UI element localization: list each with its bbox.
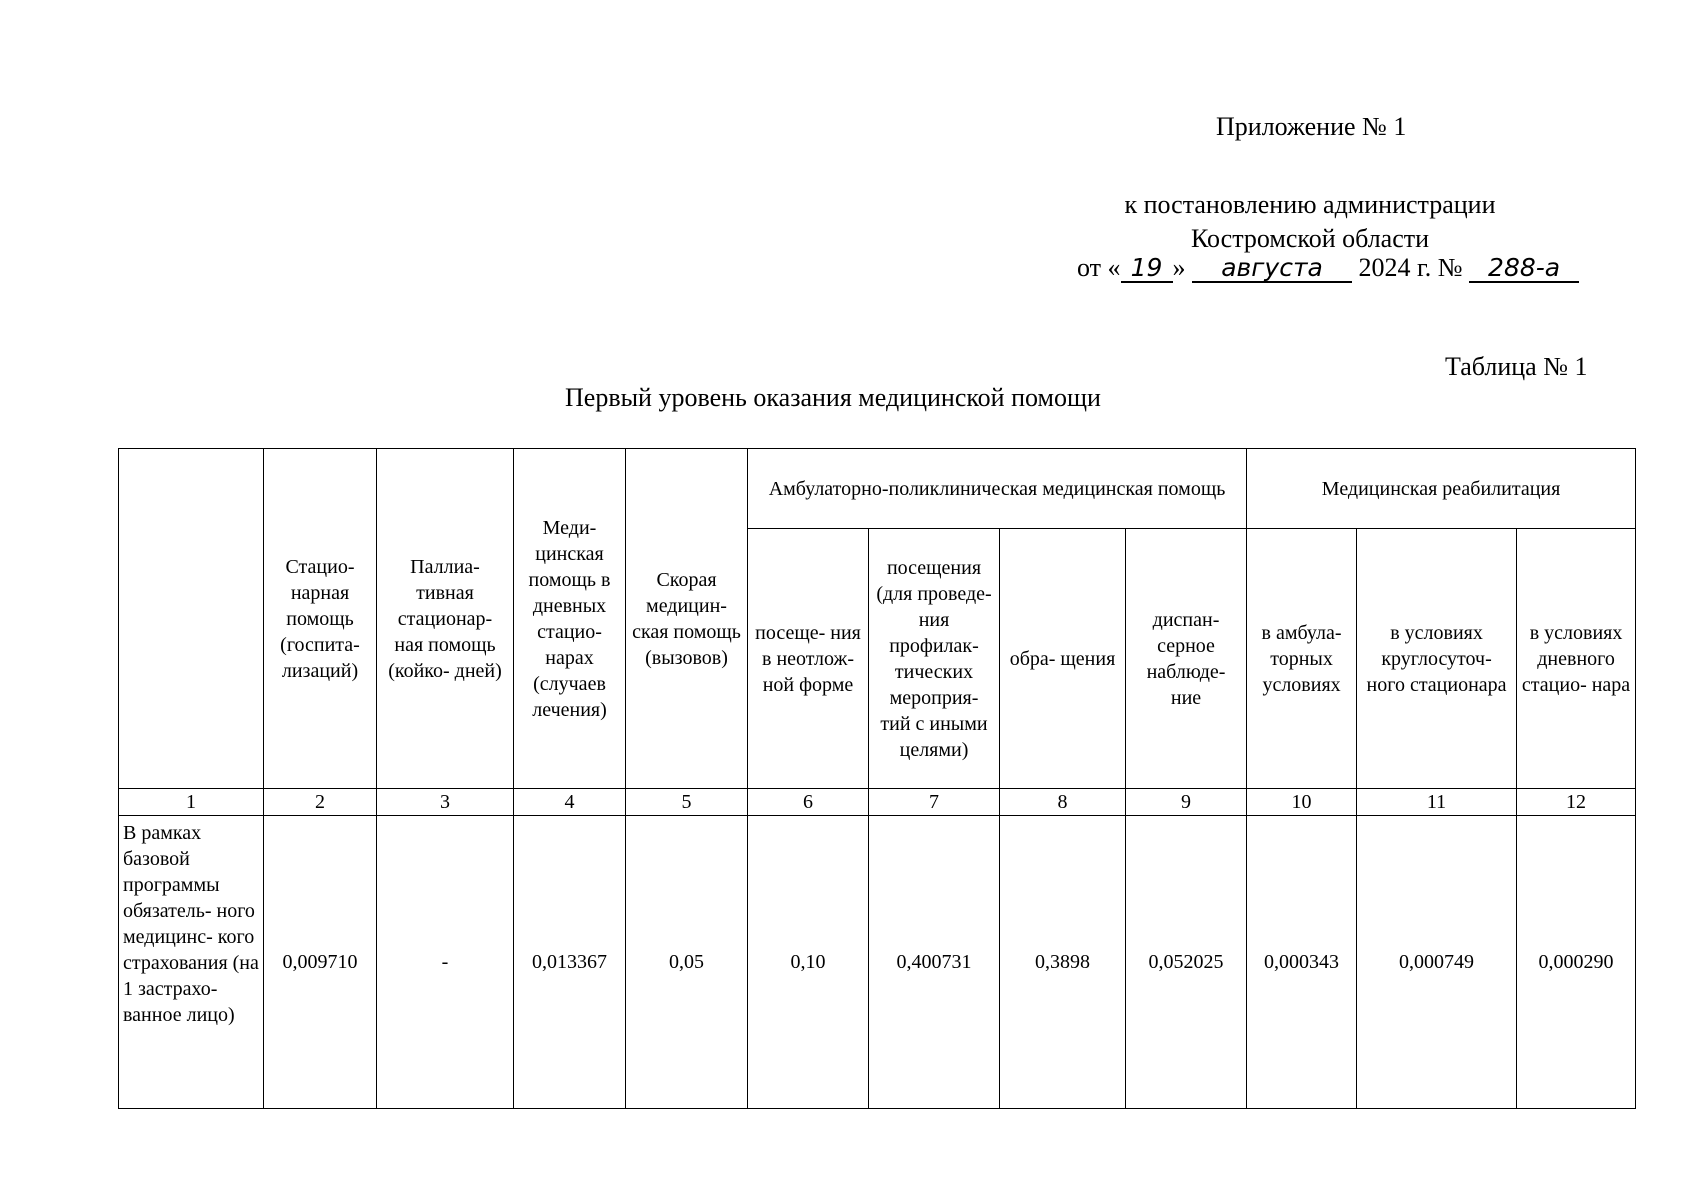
header-palliative: Паллиа- тивная стационар- ная помощь (койко- дней): [377, 449, 514, 789]
column-number: 3: [377, 789, 514, 816]
header-row-groups: [119, 449, 1636, 529]
cell-rehab-24h: 0,000749: [1357, 816, 1517, 1109]
header-urgent-visits: посеще- ния в неотлож- ной форме: [748, 529, 869, 789]
column-number: 10: [1247, 789, 1357, 816]
header-rehab-24h: в условиях круглосуточ- ного стационара: [1357, 529, 1517, 789]
column-number: 9: [1126, 789, 1247, 816]
cell-urgent-visits: 0,10: [748, 816, 869, 1109]
column-number: 12: [1517, 789, 1636, 816]
date-month: августа: [1192, 255, 1352, 283]
cell-appeals: 0,3898: [1000, 816, 1126, 1109]
header-col-1: [119, 449, 264, 789]
header-group-ambulatory: Амбулаторно-поликлиническая медицинская помощь: [748, 449, 1247, 529]
column-number: 11: [1357, 789, 1517, 816]
header-day-hospital: Меди- цинская помощь в дневных стацио- нарах (случаев лечения): [514, 449, 626, 789]
column-number-row: [119, 789, 1636, 816]
column-number: 4: [514, 789, 626, 816]
cell-rehab-day: 0,000290: [1517, 816, 1636, 1109]
decree-reference: [1060, 188, 1560, 256]
column-number: 6: [748, 789, 869, 816]
header-preventive-visits: посещения (для проведе- ния профилак- тических мероприя- тий с иными целями): [869, 529, 1000, 789]
cell-inpatient: 0,009710: [264, 816, 377, 1109]
decree-number: 288-а: [1469, 255, 1579, 283]
header-inpatient: Стацио- нарная помощь (госпита- лизаций): [264, 449, 377, 789]
table-number: Таблица № 1: [1445, 352, 1588, 381]
column-number: 7: [869, 789, 1000, 816]
appendix-title: Приложение № 1: [1216, 112, 1407, 141]
care-level-table: [118, 448, 1636, 1109]
header-appeals: обра- щения: [1000, 529, 1126, 789]
cell-preventive-visits: 0,400731: [869, 816, 1000, 1109]
date-year: 2024 г. №: [1358, 253, 1463, 282]
date-prefix: от «: [1077, 253, 1121, 282]
cell-day-hospital: 0,013367: [514, 816, 626, 1109]
cell-palliative: -: [377, 816, 514, 1109]
header-ambulance: Скорая медицин- ская помощь (вызовов): [626, 449, 748, 789]
column-number: 5: [626, 789, 748, 816]
header-rehab-ambulatory: в амбула- торных условиях: [1247, 529, 1357, 789]
cell-dispensary: 0,052025: [1126, 816, 1247, 1109]
header-dispensary: диспан- серное наблюде- ние: [1126, 529, 1247, 789]
row-label: В рамках базовой программы обязатель- ного медицинс- кого страхования (на 1 застрахо- ванное лицо): [119, 816, 264, 1109]
column-number: 1: [119, 789, 264, 816]
date-day: 19: [1121, 255, 1173, 283]
header-group-rehab: Медицинская реабилитация: [1247, 449, 1636, 529]
header-rehab-day: в условиях дневного стацио- нара: [1517, 529, 1636, 789]
date-mid: »: [1172, 253, 1186, 282]
cell-rehab-ambulatory: 0,000343: [1247, 816, 1357, 1109]
cell-ambulance: 0,05: [626, 816, 748, 1109]
decree-date-line: [1077, 253, 1579, 283]
column-number: 8: [1000, 789, 1126, 816]
decree-line-2: Костромской области: [1190, 224, 1430, 253]
decree-line-1: к постановлению администрации: [1124, 190, 1496, 219]
column-number: 2: [264, 789, 377, 816]
table-row: [119, 816, 1636, 1109]
page-title: Первый уровень оказания медицинской помощи: [565, 383, 1101, 412]
